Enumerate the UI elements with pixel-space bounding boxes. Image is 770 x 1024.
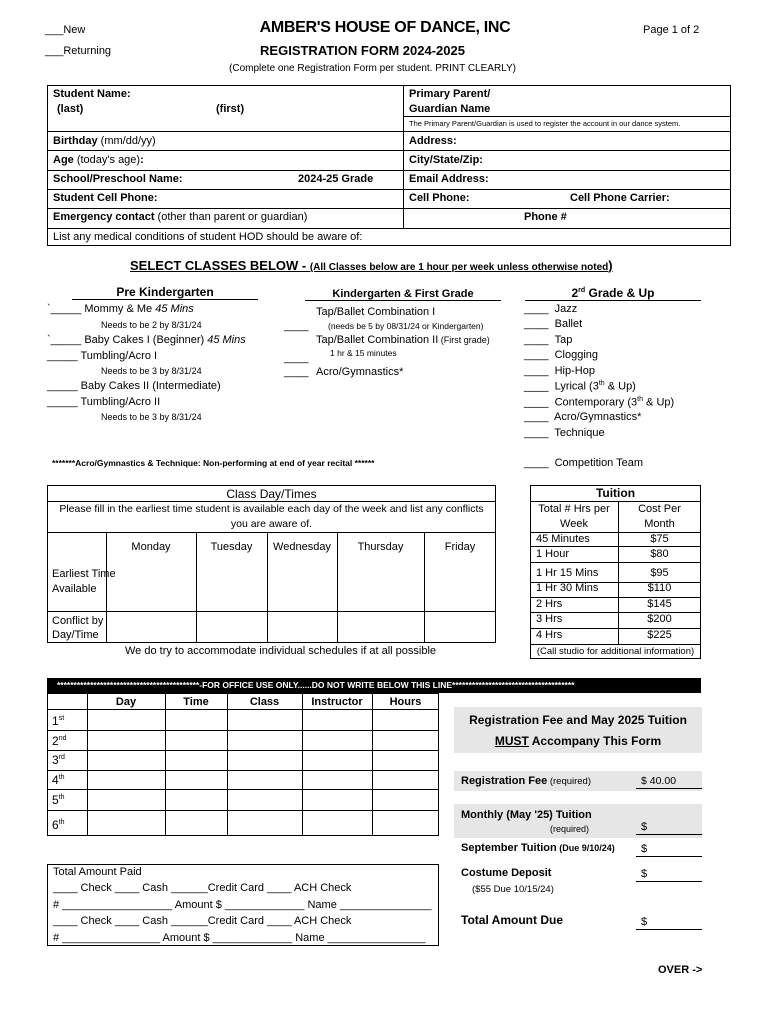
divider — [47, 208, 731, 209]
g2-acro[interactable]: ____ Acro/Gymnastics* — [524, 411, 642, 423]
tuition-cost: $225 — [647, 629, 672, 641]
tuition-cost: $110 — [647, 582, 672, 594]
day-tuesday: Tuesday — [210, 541, 253, 553]
prek-tumbling-1[interactable]: _____ Tumbling/Acro I — [47, 350, 158, 362]
class-times-instructions-2: you are aware of. — [230, 518, 313, 530]
monthly-dollar: $ — [641, 821, 648, 833]
costume-deposit-label: Costume Deposit — [461, 867, 552, 879]
k1-tap-ballet-1: Tap/Ballet Combination I — [316, 306, 436, 318]
tuition-cost: $95 — [650, 567, 669, 579]
tuition-cost: $80 — [650, 548, 669, 560]
k1-title: Kindergarten & First Grade — [305, 288, 501, 301]
day-wednesday: Wednesday — [273, 541, 331, 553]
prek-baby-cakes-1[interactable]: `_____ Baby Cakes I (Beginner) 45 Mins — [47, 334, 246, 346]
prek-note-5: Needs to be 3 by 8/31/24 — [101, 412, 202, 422]
office-row-label: 3rd — [52, 753, 65, 767]
g2-lyrical[interactable]: ____ Lyrical (3th & Up) — [524, 380, 636, 393]
new-checkbox-label[interactable]: ___New — [45, 24, 86, 36]
sept-amount-line[interactable] — [636, 856, 702, 857]
k1-blank-1[interactable]: ____ — [284, 320, 309, 332]
divider — [530, 546, 701, 547]
cell-carrier-label: Cell Phone Carrier: — [570, 192, 670, 204]
birthday-label: Birthday (mm/dd/yy) — [53, 135, 156, 147]
tuition-hours: 45 Minutes — [536, 533, 590, 545]
divider — [47, 789, 439, 790]
earliest-time-label-2: Available — [52, 583, 97, 595]
k1-acro: Acro/Gymnastics* — [316, 366, 404, 378]
tuition-title: Tuition — [595, 486, 636, 500]
competition-team[interactable]: ____ Competition Team — [524, 457, 644, 469]
divider — [47, 730, 439, 731]
k1-blank-3[interactable]: ____ — [284, 366, 309, 378]
sept-dollar: $ — [641, 843, 648, 855]
divider — [47, 532, 496, 533]
tuition-col-cost-1: Cost Per — [638, 503, 681, 515]
monthly-tuition-label: Monthly (May '25) Tuition — [461, 809, 592, 821]
prek-mommy-and-me[interactable]: `_____ Mommy & Me 45 Mins — [47, 303, 194, 315]
g2-technique[interactable]: ____ Technique — [524, 427, 605, 439]
divider — [47, 228, 731, 229]
divider — [403, 116, 731, 117]
class-times-title: Class Day/Times — [226, 487, 317, 501]
k1-note-2: 1 hr & 15 minutes — [330, 348, 397, 358]
email-label: Email Address: — [409, 173, 489, 185]
fee-notice-2: MUST Accompany This Form — [494, 734, 662, 748]
costume-note: ($55 Due 10/15/24) — [472, 884, 554, 895]
total-amount-line[interactable] — [636, 929, 702, 930]
tuition-hours: 1 Hour — [536, 548, 570, 560]
cell-phone-label: Cell Phone: — [409, 192, 470, 204]
g2-title: 2rd Grade & Up — [525, 286, 701, 301]
conflict-label-2: Day/Time — [52, 629, 99, 641]
classes-heading: SELECT CLASSES BELOW - (All Classes below are 1 hour per week unless otherwise noted) — [130, 258, 613, 273]
reg-fee-line — [636, 788, 702, 789]
office-col-hours: Hours — [389, 696, 422, 708]
conflict-label-1: Conflict by — [52, 615, 104, 627]
monthly-required: (required) — [550, 824, 590, 834]
age-label: Age (today's age): — [53, 154, 144, 166]
guardian-label-line1: Primary Parent/ — [409, 88, 491, 100]
prek-tumbling-2[interactable]: _____ Tumbling/Acro II — [47, 396, 161, 408]
divider — [165, 693, 166, 836]
divider — [47, 189, 731, 190]
tuition-cost: $145 — [647, 598, 672, 610]
office-row-label: 5th — [52, 793, 65, 807]
g2-item[interactable]: ____ Ballet — [524, 318, 583, 330]
total-due-label: Total Amount Due — [461, 913, 563, 927]
prek-baby-cakes-2[interactable]: _____ Baby Cakes II (Intermediate) — [47, 380, 221, 392]
divider — [530, 501, 701, 502]
tuition-hours: 3 Hrs — [536, 613, 563, 625]
guardian-label-line2: Guardian Name — [409, 103, 491, 115]
page-number: Page 1 of 2 — [643, 24, 700, 36]
day-monday: Monday — [131, 541, 171, 553]
office-col-class: Class — [249, 696, 280, 708]
total-dollar: $ — [641, 916, 648, 928]
prek-note-1: Needs to be 2 by 8/31/24 — [101, 320, 202, 330]
tuition-hours: 2 Hrs — [536, 598, 563, 610]
divider — [47, 131, 731, 132]
g2-item[interactable]: ____ Tap — [524, 334, 573, 346]
tuition-col-hours-1: Total # Hrs per — [538, 503, 610, 515]
divider — [47, 150, 731, 151]
divider — [47, 611, 496, 612]
prek-note-3: Needs to be 3 by 8/31/24 — [101, 366, 202, 376]
fee-notice-1: Registration Fee and May 2025 Tuition — [469, 713, 687, 727]
k1-blank-2[interactable]: ____ — [284, 352, 309, 364]
school-label: School/Preschool Name: — [53, 173, 183, 185]
monthly-amount-line[interactable] — [636, 834, 702, 835]
divider — [47, 709, 439, 710]
over-label: OVER -> — [658, 964, 703, 976]
student-name-label: Student Name: — [53, 88, 131, 100]
office-row-label: 1st — [52, 714, 65, 728]
total-paid-title: Total Amount Paid — [53, 866, 142, 878]
acro-footnote: *******Acro/Gymnastics & Technique: Non-performing at end of year recital ****** — [52, 458, 375, 468]
tuition-note: (Call studio for additional information) — [536, 646, 695, 657]
tuition-col-hours-2: Week — [560, 518, 588, 530]
reg-fee-label: Registration Fee (required) — [461, 775, 592, 787]
g2-item[interactable]: ____ Jazz — [524, 303, 578, 315]
office-col-instructor: Instructor — [311, 696, 363, 708]
medical-label: List any medical conditions of student HOD should be aware of: — [53, 231, 363, 243]
page-title: AMBER'S HOUSE OF DANCE, INC — [259, 19, 511, 36]
tuition-cost: $200 — [647, 613, 672, 625]
office-col-time: Time — [183, 696, 209, 708]
tuition-hours: 4 Hrs — [536, 629, 563, 641]
office-table — [47, 693, 439, 836]
k1-note-1: (needs be 5 by 08/31/24 or Kindergarten) — [328, 321, 484, 331]
prek-title: Pre Kindergarten — [72, 285, 258, 300]
office-row-label: 6th — [52, 818, 65, 832]
divider — [530, 644, 701, 645]
payment-line-1[interactable]: ____ Check ____ Cash ______Credit Card ____ ACH Check — [53, 882, 352, 894]
divider — [372, 693, 373, 836]
g2-item[interactable]: ____ Hip-Hop — [524, 365, 595, 377]
last-name-label: (last) — [57, 103, 84, 115]
costume-amount-line[interactable] — [636, 881, 702, 882]
office-row-label: 4th — [52, 773, 65, 787]
costume-dollar: $ — [641, 868, 648, 880]
g2-item[interactable]: ____ Clogging — [524, 349, 599, 361]
emergency-contact-label: Emergency contact (other than parent or guardian) — [53, 211, 308, 223]
form-subtitle: REGISTRATION FORM 2024-2025 — [260, 43, 465, 58]
divider — [47, 170, 731, 171]
grade-label: 2024-25 Grade — [298, 173, 374, 185]
tuition-hours: 1 Hr 30 Mins — [536, 582, 599, 594]
divider — [227, 693, 228, 836]
divider — [530, 562, 701, 563]
class-times-instructions-1: Please fill in the earliest time student is available each day of the week and list any conflicts — [59, 503, 484, 515]
g2-contemporary[interactable]: ____ Contemporary (3th & Up) — [524, 396, 675, 409]
returning-checkbox-label[interactable]: ___Returning — [45, 45, 112, 57]
address-label: Address: — [409, 135, 457, 147]
tuition-col-cost-2: Month — [644, 518, 675, 530]
student-cell-label: Student Cell Phone: — [53, 192, 158, 204]
tuition-hours: 1 Hr 15 Mins — [536, 567, 599, 579]
city-state-zip-label: City/State/Zip: — [409, 154, 483, 166]
earliest-time-label-1: Earliest Time — [52, 568, 116, 580]
sept-tuition-label: September Tuition (Due 9/10/24) — [461, 842, 615, 854]
schedule-note: We do try to accommodate individual schedules if at all possible — [125, 645, 437, 657]
day-thursday: Thursday — [357, 541, 404, 553]
divider — [47, 750, 439, 751]
divider — [47, 770, 439, 771]
tuition-cost: $75 — [650, 533, 669, 545]
divider — [87, 693, 88, 836]
divider — [302, 693, 303, 836]
first-name-label: (first) — [216, 103, 245, 115]
payment-line-2[interactable]: # __________________ Amount $ _____________ Name _______________ — [53, 899, 432, 911]
phone-label: Phone # — [524, 211, 567, 223]
divider — [47, 810, 439, 811]
k1-tap-ballet-2: Tap/Ballet Combination II (First grade) — [316, 334, 490, 346]
form-note: (Complete one Registration Form per student. PRINT CLEARLY) — [229, 63, 516, 74]
office-col-day: Day — [115, 696, 137, 708]
divider — [47, 501, 496, 502]
office-use-banner: *******************************************-FOR OFFICE USE ONLY......DO NOT WRITE BELOW THIS LINE************************************* — [47, 678, 701, 693]
payment-line-3[interactable]: ____ Check ____ Cash ______Credit Card ____ ACH Check — [53, 915, 352, 927]
reg-fee-amount: $ 40.00 — [641, 775, 677, 787]
guardian-note: The Primary Parent/Guardian is used to register the account in our dance system. — [409, 119, 681, 128]
day-friday: Friday — [444, 541, 476, 553]
office-row-label: 2nd — [52, 734, 67, 748]
payment-line-4[interactable]: # ________________ Amount $ _____________ Name ________________ — [53, 932, 426, 944]
